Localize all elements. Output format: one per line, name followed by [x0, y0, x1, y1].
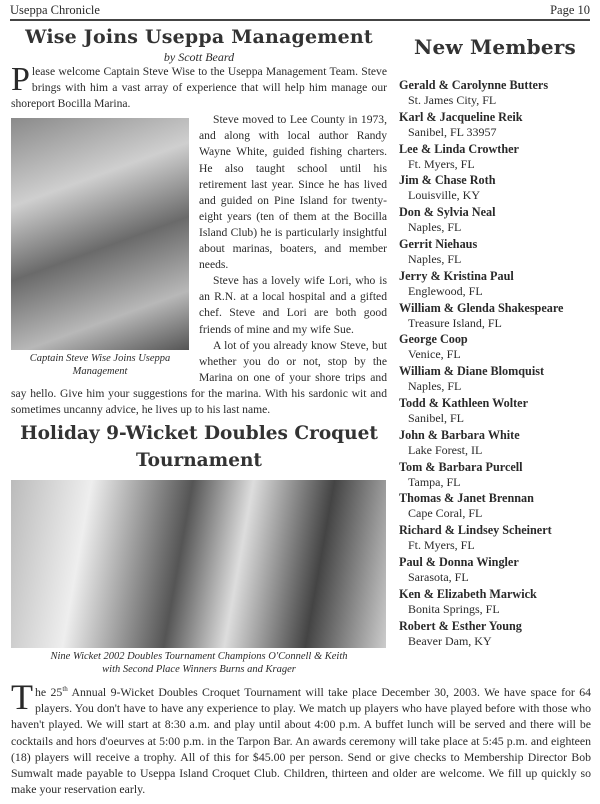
- member-name: Gerald & Carolynne Butters: [399, 78, 549, 92]
- member-name: Tom & Barbara Purcell: [399, 459, 523, 474]
- member-location: Lake Forest, IL: [408, 442, 483, 457]
- member-entry: [399, 300, 591, 332]
- member-entry: [399, 77, 591, 109]
- member-entry: [399, 522, 591, 554]
- member-location: Tampa, FL: [408, 474, 461, 489]
- member-entry: [399, 554, 591, 586]
- member-entry: [399, 427, 591, 459]
- member-location: Cape Coral, FL: [408, 506, 483, 521]
- drop-cap: P: [11, 61, 30, 98]
- drop-cap: T: [11, 677, 33, 717]
- article-paragraph: A lot of you already know Steve, but whether you do or not, stop by the Marina on one of your shore trips and say hello. Give him your suggestions for the marina. With his sardonic wit and sometimes uncanny advice, he lives up to his last name.: [11, 338, 387, 416]
- member-location: Venice, FL: [408, 347, 461, 362]
- croquet-photo: [11, 480, 386, 648]
- member-entry: [399, 109, 591, 141]
- steve-wise-photo: [11, 118, 189, 378]
- member-entry: [399, 331, 591, 363]
- article-intro: Please welcome Captain Steve Wise to the Useppa Management Team. Steve brings with him a vast array of experience that will help him manage our shoreport Bocilla Marina.: [11, 61, 387, 111]
- member-name: Jerry & Kristina Paul: [399, 268, 514, 283]
- member-name: Jim & Chase Roth: [399, 173, 496, 188]
- member-entry: [399, 586, 591, 618]
- member-entry: [399, 459, 591, 491]
- member-name: Gerrit Niehaus: [399, 236, 478, 251]
- member-location: Naples, FL: [408, 379, 462, 394]
- member-entry: [399, 141, 591, 173]
- member-location: Beaver Dam, KY: [408, 633, 492, 648]
- croquet-photo-caption: Nine Wicket 2002 Doubles Tournament Champions O'Connell & Keith with Second Place Winners Burns and Krager: [50, 651, 348, 676]
- member-name: William & Glenda Shakespeare: [399, 300, 564, 315]
- member-location: Bonita Springs, FL: [408, 601, 500, 616]
- photo-image: [11, 118, 189, 350]
- new-members-title: New Members: [414, 35, 576, 59]
- member-entry: [399, 204, 591, 236]
- member-location: Sarasota, FL: [408, 569, 469, 584]
- member-location: Treasure Island, FL: [408, 315, 502, 330]
- member-name: Paul & Donna Wingler: [399, 554, 519, 569]
- member-entry: [399, 490, 591, 522]
- member-entry: [399, 395, 591, 427]
- publication-name: Useppa Chronicle: [10, 3, 100, 17]
- member-name: Todd & Kathleen Wolter: [399, 395, 528, 410]
- member-name: Karl & Jacqueline Reik: [399, 109, 523, 124]
- member-name: William & Diane Blomquist: [399, 364, 545, 379]
- member-location: Sanibel, FL 33957: [408, 124, 497, 139]
- members-list: [399, 77, 591, 649]
- page-number: Page 10: [550, 3, 590, 17]
- byline: by Scott Beard: [163, 50, 235, 64]
- member-location: Naples, FL: [408, 251, 462, 266]
- left-column: [11, 24, 387, 676]
- croquet-paragraph: The 25th Annual 9-Wicket Doubles Croquet Tournament will take place December 30, 2003. We have space for 64 players. You don't have to have any experience to play. We match up players who have played before with those who haven't played. We will start at 8:30 a.m. and play until about 4:00 p.m. A buffet lunch will be served and there will be cocktails and hors d'oeurves at 5:00 p.m. in the Tarpon Bar. An awards ceremony will take place at 5:45 p.m. and eighteen (18) players will receive a trophy. All of this for $45.00 per person. Send or give checks to Membership Director Bob Sumwalt made payable to Useppa Island Croquet Club. Children, thirteen and older are welcome. We fill up quickly so make your reservation early.: [11, 677, 591, 797]
- member-location: Englewood, FL: [408, 283, 483, 298]
- member-location: Ft. Myers, FL: [408, 538, 475, 553]
- member-location: St. James City, FL: [408, 93, 497, 107]
- croquet-article-body: [11, 677, 591, 797]
- member-name: Don & Sylvia Neal: [399, 205, 496, 220]
- member-entry: [399, 268, 591, 300]
- member-name: John & Barbara White: [399, 427, 520, 442]
- croquet-title: Holiday 9-Wicket Doubles Croquet Tournament: [20, 423, 378, 472]
- member-location: Sanibel, FL: [408, 410, 464, 425]
- member-entry: [399, 236, 591, 268]
- article-paragraph: Steve moved to Lee County in 1973, and along with local author Randy Wayne White, guided fishing charters. He also taught school until his retirement last year. Since he has lived and guided on Pine Island for twenty-eight years (ten of them at the Bocilla Island Club) he is particularly insightful about marinas, boaters, and member needs.: [199, 113, 387, 272]
- member-entry: [399, 363, 591, 395]
- member-name: Thomas & Janet Brennan: [399, 491, 534, 506]
- article-paragraph: Steve has a lovely wife Lori, who is an R.N. at a local hospital and a gifted chef. Steve and Lori are both good friends of mine and my wife Sue.: [199, 274, 387, 336]
- page-header: [10, 3, 590, 21]
- member-location: Naples, FL: [408, 220, 462, 235]
- member-name: Richard & Lindsey Scheinert: [399, 523, 552, 538]
- member-name: Ken & Elizabeth Marwick: [399, 586, 537, 601]
- member-entry: [399, 618, 591, 650]
- member-name: Lee & Linda Crowther: [399, 141, 519, 156]
- member-name: Robert & Esther Young: [399, 618, 522, 633]
- new-members-column: [399, 30, 591, 649]
- member-location: Ft. Myers, FL: [408, 156, 475, 171]
- member-name: George Coop: [399, 332, 468, 347]
- photo-caption: Captain Steve Wise Joins Useppa Management: [29, 353, 171, 378]
- article-title: Wise Joins Useppa Management: [25, 26, 373, 48]
- member-entry: [399, 172, 591, 204]
- member-location: Louisville, KY: [408, 188, 480, 203]
